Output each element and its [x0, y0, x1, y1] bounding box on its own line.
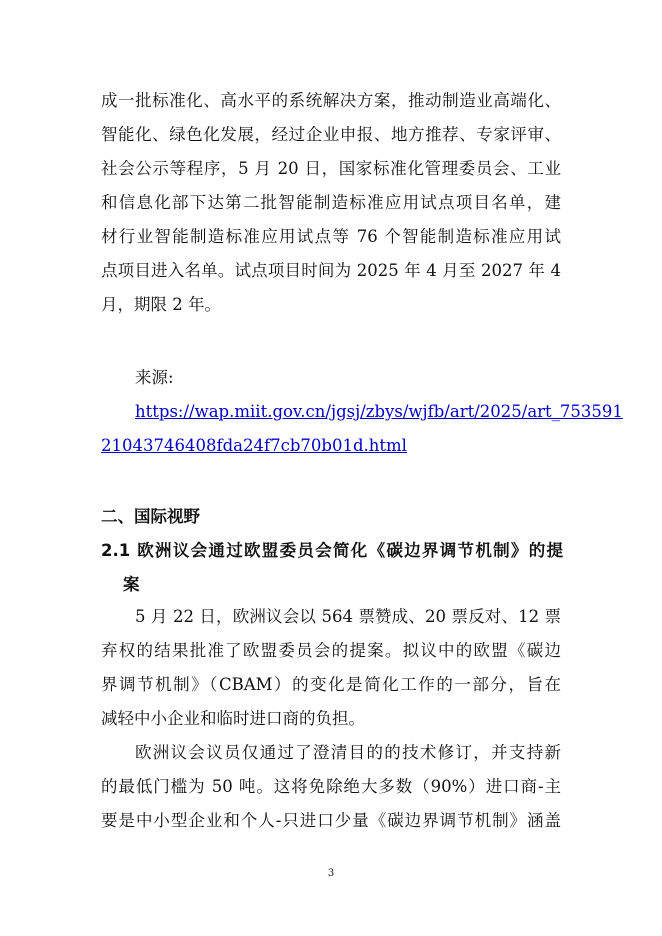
text-line: 减轻中小企业和临时进口商的负担。: [101, 709, 365, 728]
text-line: 界调节机制》（CBAM）的变化是简化工作的一部分，旨在: [101, 675, 561, 694]
section-heading: 二、国际视野: [101, 507, 200, 526]
text-line: 智能化、绿色化发展，经过企业申报、地方推荐、专家评审、: [101, 125, 561, 144]
text-line: 的最低门槛为 50 吨。这将免除绝大多数（90%）进口商-主: [101, 777, 561, 796]
text-line: 成一批标准化、高水平的系统解决方案，推动制造业高端化、: [101, 91, 561, 110]
text-line: 社会公示等程序，5 月 20 日，国家标准化管理委员会、工业: [101, 159, 561, 178]
text-line: 欧洲议会议员仅通过了澄清目的的技术修订，并支持新: [135, 743, 561, 762]
text-line: 要是中小型企业和个人-只进口少量《碳边界调节机制》涵盖: [101, 811, 561, 830]
subsection-heading: 2.1 欧洲议会通过欧盟委员会简化《碳边界调节机制》的提: [101, 541, 563, 560]
source-label: 来源:: [135, 368, 174, 387]
text-line: 弃权的结果批准了欧盟委员会的提案。拟议中的欧盟《碳边: [101, 641, 561, 660]
text-line: 点项目进入名单。试点项目时间为 2025 年 4 月至 2027 年 4: [101, 261, 561, 280]
source-link-line-2[interactable]: 21043746408fda24f7cb70b01d.html: [101, 436, 407, 455]
subsection-heading-continued: 案: [123, 575, 140, 594]
text-line: 5 月 22 日，欧洲议会以 564 票赞成、20 票反对、12 票: [135, 607, 561, 626]
source-link-line-1[interactable]: https://wap.miit.gov.cn/jgsj/zbys/wjfb/art/2025/art_753591: [135, 402, 623, 421]
page-number: 3: [327, 868, 335, 879]
text-line: 材行业智能制造标准应用试点等 76 个智能制造标准应用试: [101, 227, 561, 246]
text-line: 月，期限 2 年。: [101, 295, 221, 314]
text-line: 和信息化部下达第二批智能制造标准应用试点项目名单，建: [101, 193, 561, 212]
